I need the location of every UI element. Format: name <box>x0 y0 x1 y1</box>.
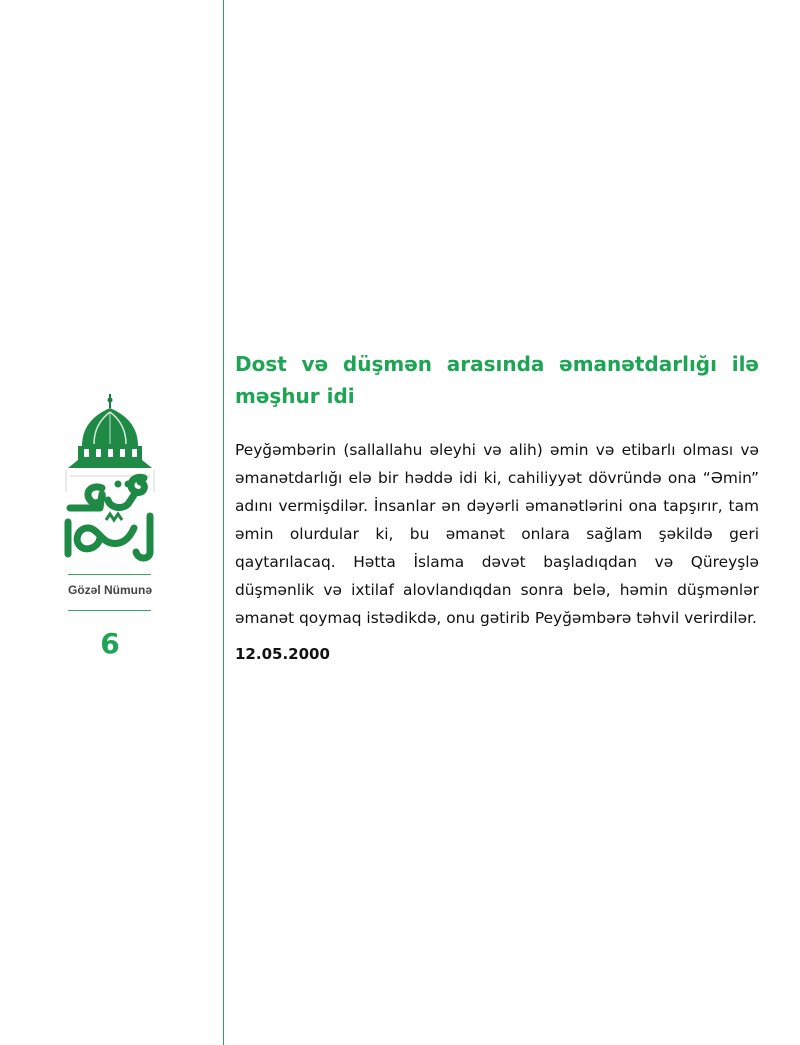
page-divider-line <box>223 0 224 1045</box>
mosque-dome-logo-icon <box>48 392 172 572</box>
brand-name: Gözəl Nümunə <box>67 583 152 597</box>
page-number: 6 <box>100 627 120 660</box>
article-date: 12.05.2000 <box>235 645 330 663</box>
article-body: Peyğəmbərin (sallallahu əleyhi və alih) əmin və etibarlı olması və əmanətdarlığı elə bir həddə idi ki, cahiliyyət dövründə ona “Əmin” adını vermişdilər. İnsanlar ən dəyərli əmanətlərini ona tapşırır, tam əmin olurdular ki, bu əmanət onlara sağlam şəkildə geri qaytarılacaq. Hətta İslama dəvət başladıqdan və Qüreyşlə düşmənlik və ixtilaf alovlandıqdan sonra belə, həmin düşmənlər əmanət qoymaq istədikdə, onu gətirib Peyğəmbərə təhvil verirdilər. <box>235 441 759 627</box>
article <box>235 348 759 666</box>
brand-top-divider <box>68 574 151 575</box>
article-title: Dost və düşmən arasında əmanətdarlığı ilə məşhur idi <box>235 352 759 408</box>
brand-bottom-divider <box>68 610 151 611</box>
